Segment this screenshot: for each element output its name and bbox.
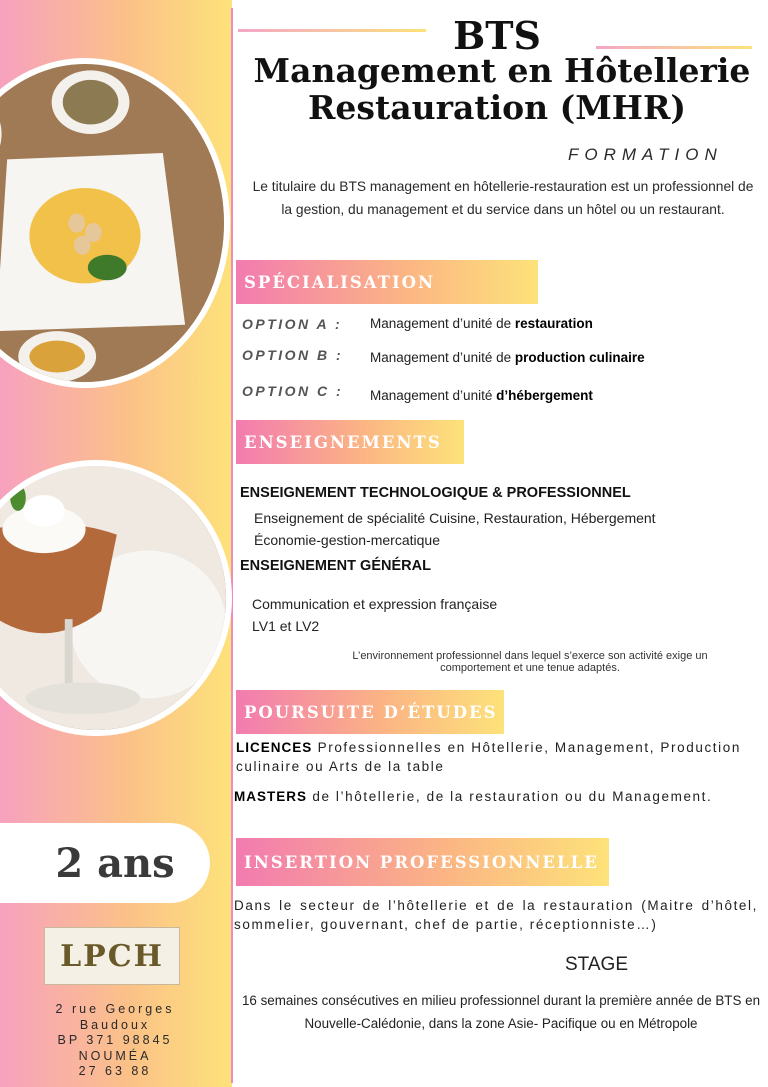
masters-text: de l’hôtellerie, de la restauration ou du Management. bbox=[307, 789, 713, 804]
general-title: ENSEIGNEMENT GÉNÉRAL bbox=[240, 558, 431, 574]
licences-paragraph bbox=[236, 738, 760, 776]
masters-label: MASTERS bbox=[234, 789, 308, 804]
insertion-paragraph: Dans le secteur de l’hôtellerie et de la restauration (Maitre d’hôtel, sommelier, gouvernant, chef de partie, réceptionniste…) bbox=[234, 898, 758, 932]
page-title-line3: Restauration (MHR) bbox=[307, 88, 687, 127]
duration-badge bbox=[0, 823, 210, 903]
enseignements-heading: ENSEIGNEMENTS bbox=[244, 432, 442, 452]
licences-text: Professionnelles en Hôtellerie, Management, Production culinaire ou Arts de la table bbox=[236, 740, 741, 774]
specialisation-heading: SPÉCIALISATION bbox=[244, 272, 436, 292]
food-photo-hummus bbox=[0, 58, 230, 388]
tech-item: Économie-gestion-mercatique bbox=[254, 532, 440, 548]
vertical-divider bbox=[231, 8, 233, 1083]
masters-paragraph bbox=[234, 787, 758, 806]
page-title-line2: Management en Hôtellerie bbox=[253, 51, 751, 90]
formation-subtitle: FORMATION bbox=[568, 145, 723, 164]
option-c-bold: d’hébergement bbox=[496, 388, 593, 403]
page-title-bts: BTS bbox=[453, 13, 541, 58]
address-line: NOUMÉA bbox=[78, 1048, 152, 1063]
tech-title: ENSEIGNEMENT TECHNOLOGIQUE & PROFESSIONNEL bbox=[240, 485, 631, 501]
general-item: Communication et expression française bbox=[252, 596, 498, 612]
option-c-desc: Management d’unité bbox=[370, 388, 497, 403]
insertion-heading: INSERTION PROFESSIONNELLE bbox=[244, 852, 599, 872]
option-b-desc: Management d’unité de bbox=[370, 350, 515, 365]
address-line: 2 rue Georges bbox=[55, 1002, 175, 1016]
address-line: Baudoux bbox=[79, 1017, 151, 1032]
option-c-text bbox=[370, 388, 593, 403]
address-line: BP 371 98845 bbox=[57, 1033, 173, 1047]
option-a-text bbox=[370, 316, 593, 331]
school-address bbox=[40, 1002, 190, 1080]
address-line: 27 63 88 bbox=[78, 1064, 152, 1078]
enseignements-banner bbox=[236, 420, 464, 464]
food-photo-dessert bbox=[0, 460, 232, 736]
logo-text: LPCH bbox=[60, 938, 164, 974]
duration-text: 2 ans bbox=[55, 839, 175, 887]
school-logo bbox=[44, 927, 180, 985]
tech-item: Enseignement de spécialité Cuisine, Restauration, Hébergement bbox=[254, 510, 656, 526]
poursuite-heading: POURSUITE D’ÉTUDES bbox=[244, 702, 498, 722]
licences-label: LICENCES bbox=[236, 740, 313, 755]
specialisation-banner bbox=[236, 260, 538, 304]
option-a-label: OPTION A : bbox=[242, 316, 343, 332]
option-a-desc: Management d’unité de bbox=[370, 316, 515, 331]
general-item: LV1 et LV2 bbox=[252, 618, 320, 634]
option-b-bold: production culinaire bbox=[514, 350, 645, 365]
option-b-label: OPTION B : bbox=[242, 347, 344, 363]
intro-paragraph: Le titulaire du BTS management en hôtellerie-restauration est un professionnel de la gestion, du management et du service dans un hôtel ou un restaurant. bbox=[252, 179, 754, 217]
stage-title: STAGE bbox=[565, 954, 628, 975]
option-a-bold: restauration bbox=[514, 316, 593, 331]
insertion-banner bbox=[236, 838, 609, 886]
stage-paragraph: 16 semaines consécutives en milieu professionnel durant la première année de BTS en Nouvelle-Calédonie, dans la zone Asie- Pacifique ou en Métropole bbox=[241, 993, 761, 1031]
option-b-text bbox=[370, 350, 645, 365]
option-c-label: OPTION C : bbox=[242, 383, 344, 399]
environment-note: L’environnement professionnel dans lequel s’exerce son activité exige un comportement et une tenue adaptés. bbox=[352, 650, 708, 674]
poursuite-banner bbox=[236, 690, 504, 734]
